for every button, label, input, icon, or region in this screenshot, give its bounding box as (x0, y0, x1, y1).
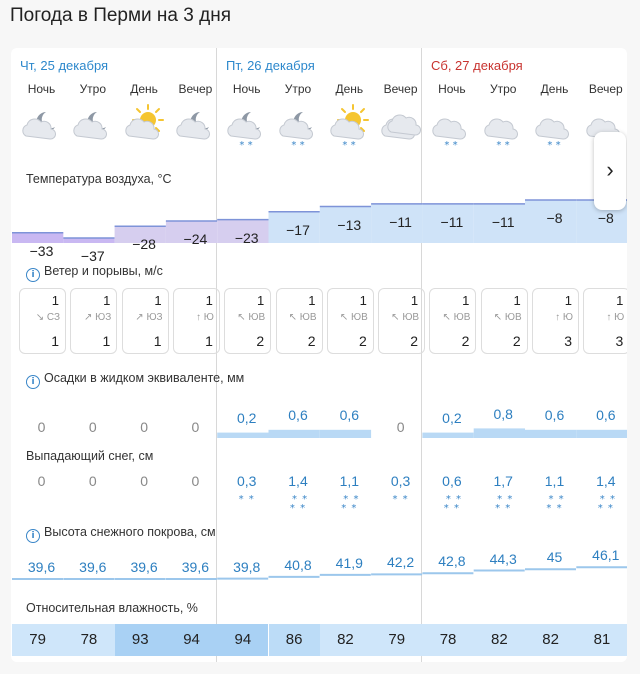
next-days-button[interactable]: › (594, 132, 626, 210)
wind-direction: ↖ ЮВ (442, 312, 471, 323)
wind-cell (173, 288, 220, 354)
cloud-icon (375, 102, 426, 152)
wind-gust: 2 (307, 333, 316, 349)
wind-direction: ↖ ЮВ (339, 312, 368, 323)
wind-cell (327, 288, 374, 354)
humidity-cell: 86 (269, 624, 320, 656)
wind-gust: 1 (205, 333, 213, 349)
snowfall-value: 0 (191, 473, 200, 489)
wind-cell (276, 288, 323, 354)
wind-cell (224, 288, 271, 354)
info-icon[interactable]: i (26, 529, 40, 543)
wind-cell (19, 288, 66, 354)
snowfall-value: 1,4 (596, 473, 616, 489)
snowfall-value: 0,3 (390, 473, 411, 489)
humidity-cell: 78 (63, 624, 114, 656)
period-label: День (335, 82, 364, 96)
temperature-value: −11 (440, 213, 464, 230)
precip-value: 0,6 (339, 407, 360, 424)
temperature-title: Температура воздуха, °C (26, 172, 172, 186)
precip-value: 0 (191, 419, 200, 435)
moon-cloud-icon (170, 102, 221, 152)
precip-bar (422, 433, 473, 438)
wind-direction: ↑ Ю (555, 312, 573, 323)
wind-speed: 1 (462, 293, 470, 308)
precip-bar (576, 430, 627, 438)
precip-value: 0,8 (493, 405, 513, 422)
snow-depth-value: 41,9 (335, 554, 363, 571)
period-label: День (540, 82, 569, 96)
sun-cloud-snow-icon (324, 102, 375, 152)
wind-gust: 1 (102, 333, 111, 349)
humidity-cell: 81 (576, 624, 627, 656)
wind-direction: ↘ СЗ (35, 312, 60, 323)
humidity-cell: 82 (320, 624, 371, 656)
snowflake-icon: * * (392, 494, 409, 505)
precip-value: 0,6 (288, 407, 308, 424)
period-label: Вечер (383, 82, 418, 96)
snowfall-value: 0 (140, 473, 148, 489)
svg-text:* *: * * (496, 140, 510, 151)
period-label: Вечер (178, 82, 213, 96)
snow-depth-value: 42,2 (386, 554, 415, 571)
snow-depth-value: 46,1 (592, 547, 620, 564)
precip-value: 0,2 (442, 410, 462, 427)
snowflake-icon: * * * * (544, 494, 565, 514)
snowflake-icon: * * * * (493, 494, 514, 514)
snowfall-value: 0,6 (442, 473, 462, 489)
temperature-value: −11 (389, 213, 412, 230)
period-label: Утро (79, 82, 107, 96)
period-label: Утро (489, 82, 517, 96)
wind-gust: 1 (153, 333, 162, 349)
precip-value: 0,6 (596, 407, 616, 424)
precip-value: 0 (88, 419, 97, 435)
wind-gust: 2 (410, 333, 419, 349)
wind-cell (532, 288, 579, 354)
info-icon[interactable]: i (26, 375, 40, 389)
snowflake-icon: * * (238, 494, 255, 505)
wind-gust: 1 (51, 333, 59, 349)
forecast-table (11, 48, 627, 662)
cloud-snow-icon (426, 102, 477, 152)
wind-speed: 1 (359, 293, 367, 308)
temperature-value: −8 (546, 210, 563, 226)
info-icon[interactable]: i (26, 268, 40, 282)
snowfall-value: 0 (37, 473, 46, 489)
wind-direction: ↑ Ю (196, 312, 214, 323)
period-label: Ночь (438, 82, 466, 96)
period-label: Ночь (232, 82, 261, 96)
snowflake-icon: * * * * (287, 494, 309, 514)
svg-text:* *: * * (547, 140, 561, 151)
snow-depth-value: 39,6 (79, 559, 107, 575)
wind-speed: 1 (616, 293, 624, 308)
day-header: Пт, 26 декабря (226, 58, 315, 73)
snowflake-icon: * * * * (441, 494, 463, 514)
temperature-value: −33 (29, 242, 54, 259)
sun-cloud-icon (119, 102, 170, 152)
precip-bar (474, 428, 525, 438)
snow-depth-value: 44,3 (489, 550, 517, 567)
wind-direction: ↖ ЮВ (391, 312, 420, 323)
snow-depth-value: 39,6 (27, 559, 56, 575)
snow-depth-value: 39,6 (181, 559, 210, 575)
wind-cell (481, 288, 528, 354)
wind-direction: ↖ ЮВ (288, 312, 317, 323)
snowfall-value: 1,7 (493, 473, 513, 489)
moon-cloud-snow-icon (221, 102, 272, 152)
period-label: Ночь (27, 82, 56, 96)
wind-speed: 1 (513, 293, 521, 308)
precip-title: i Осадки в жидком эквиваленте, мм (26, 371, 244, 389)
svg-text:* *: * * (342, 140, 356, 151)
humidity-cell: 94 (217, 624, 268, 656)
snow-depth-value: 42,8 (438, 553, 466, 570)
period-label: День (130, 82, 158, 96)
svg-text:* *: * * (239, 140, 253, 151)
humidity-cell: 82 (525, 624, 576, 656)
precip-bar (525, 430, 576, 438)
wind-speed: 1 (308, 293, 316, 308)
wind-direction: ↖ ЮВ (237, 312, 266, 323)
period-label: Утро (284, 82, 312, 96)
snowfall-title: Выпадающий снег, см (26, 449, 154, 463)
snowfall-value: 1,1 (544, 473, 565, 489)
snow-depth-value: 45 (546, 549, 563, 566)
humidity-cell: 79 (371, 624, 422, 656)
snow-depth-value: 39,6 (130, 559, 158, 575)
wind-speed: 1 (154, 293, 162, 308)
temperature-value: −8 (597, 210, 614, 226)
humidity-cell: 78 (422, 624, 473, 656)
snowflake-icon: * * * * (595, 494, 616, 514)
snow-depth-title: i Высота снежного покрова, см (26, 525, 216, 543)
humidity-cell: 82 (474, 624, 525, 656)
svg-text:* *: * * (444, 140, 458, 151)
wind-speed: 1 (564, 293, 572, 308)
moon-cloud-snow-icon (273, 102, 324, 152)
precip-value: 0 (37, 419, 46, 435)
wind-direction: ↖ ЮВ (493, 312, 522, 323)
wind-speed: 1 (51, 293, 59, 308)
precip-bar (217, 433, 268, 438)
snowfall-value: 0,3 (236, 473, 257, 489)
snowfall-value: 1,1 (339, 473, 360, 489)
day-header: Сб, 27 декабря (431, 58, 523, 73)
temperature-value: −37 (80, 248, 105, 264)
temperature-value: −13 (337, 216, 362, 233)
precip-bar (269, 430, 320, 438)
moon-cloud-icon (67, 102, 118, 152)
snowflake-icon: * * * * (339, 494, 360, 514)
cloud-snow-icon (478, 102, 529, 152)
wind-speed: 1 (205, 293, 213, 308)
wind-gust: 3 (564, 333, 572, 349)
day-header: Чт, 25 декабря (20, 58, 109, 73)
precip-value: 0 (396, 419, 405, 435)
snowfall-value: 1,4 (288, 473, 308, 489)
wind-cell (378, 288, 425, 354)
wind-direction: ↑ Ю (606, 312, 625, 323)
precip-value: 0 (140, 419, 148, 435)
wind-gust: 2 (256, 333, 265, 349)
wind-speed: 1 (103, 293, 111, 308)
humidity-cell: 94 (166, 624, 217, 656)
temperature-value: −11 (491, 213, 515, 230)
wind-direction: ↗ ЮЗ (135, 312, 163, 323)
wind-title: i Ветер и порывы, м/с (26, 264, 163, 282)
moon-cloud-icon (16, 102, 67, 152)
page-title: Погода в Перми на 3 дня (10, 5, 231, 26)
wind-cell (583, 288, 627, 354)
svg-text:* *: * * (290, 140, 305, 151)
temperature-value: −17 (286, 221, 310, 238)
temperature-bar (12, 233, 63, 243)
temperature-value: −28 (132, 236, 156, 253)
wind-cell (122, 288, 169, 354)
wind-gust: 3 (615, 333, 624, 349)
temperature-value: −24 (183, 230, 208, 247)
humidity-cell: 79 (12, 624, 63, 656)
precip-value: 0,2 (236, 410, 257, 427)
precip-value: 0,6 (544, 407, 565, 424)
snow-depth-value: 39,8 (233, 558, 261, 575)
wind-gust: 2 (359, 333, 367, 349)
wind-cell (429, 288, 476, 354)
wind-speed: 1 (410, 293, 419, 308)
cloud-snow-icon (529, 102, 580, 152)
humidity-title: Относительная влажность, % (26, 601, 198, 615)
precip-bar (320, 430, 371, 438)
wind-gust: 2 (461, 333, 470, 349)
snow-depth-value: 40,8 (284, 556, 312, 573)
period-label: Вечер (588, 82, 623, 96)
wind-speed: 1 (256, 293, 265, 308)
temperature-value: −23 (234, 229, 259, 246)
wind-gust: 2 (512, 333, 521, 349)
wind-cell (70, 288, 117, 354)
humidity-cell: 93 (115, 624, 166, 656)
snowfall-value: 0 (88, 473, 97, 489)
wind-direction: ↗ ЮЗ (83, 312, 112, 323)
